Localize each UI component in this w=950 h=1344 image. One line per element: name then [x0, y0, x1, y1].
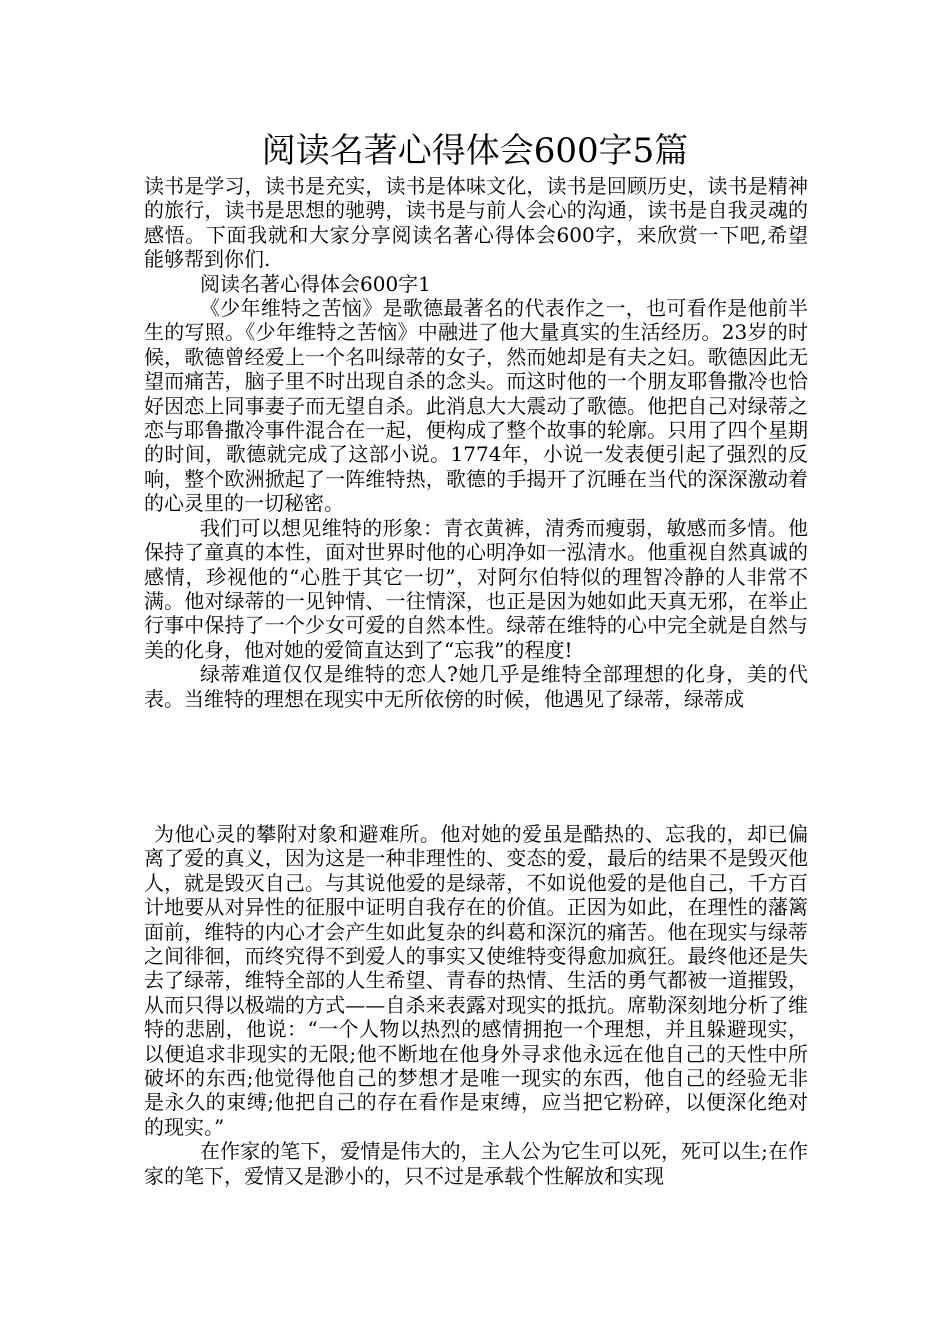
section-subheading: 阅读名著心得体会600字1: [200, 271, 431, 296]
body-paragraph: 在作家的笔下，爱情是伟大的，主人公为它生可以死，死可以生;在作家的笔下，爱情又是渺小的，只不过是承载个性解放和实现: [144, 1139, 808, 1188]
body-paragraph: 《少年维特之苦恼》是歌德最著名的代表作之一，也可看作是他前半生的写照。《少年维特之苦恼》中融进了他大量真实的生活经历。23岁的时候，歌德曾经爱上一个名叫绿蒂的女子，然而她却是有夫之妇。歌德因此无望而痛苦，脑子里不时出现自杀的念头。而这时他的一个朋友耶鲁撒冷也恰好因恋上同事妻子而无望自杀。此消息大大震动了歌德。他把自己对绿蒂之恋与耶鲁撒冷事件混合在一起，便构成了整个故事的轮廓。只用了四个星期的时间，歌德就完成了这部小说。1774年，小说一发表便引起了强烈的反响，整个欧洲掀起了一阵维特热，歌德的手揭开了沉睡在当代的深深激动着的心灵里的一切秘密。: [144, 296, 808, 516]
page-2-content: [144, 822, 808, 1188]
body-paragraph: 我们可以想见维特的形象：青衣黄裤，清秀而瘦弱，敏感而多情。他保持了童真的本性，面对世界时他的心明净如一泓清水。他重视自然真诚的感情，珍视他的“心胜于其它一切”，对阿尔伯特似的理智冷静的人非常不满。他对绿蒂的一见钟情、一往情深，也正是因为她如此天真无邪，在举止行事中保持了一个少女可爱的自然本性。绿蒂在维特的心中完全就是自然与美的化身，他对她的爱简直达到了“忘我”的程度!: [144, 515, 808, 662]
body-paragraph: 为他心灵的攀附对象和避难所。他对她的爱虽是酷热的、忘我的，却已偏离了爱的真义，因为这是一种非理性的、变态的爱，最后的结果不是毁灭他人，就是毁灭自己。与其说他爱的是绿蒂，不如说他爱的是他自己，千方百计地要从对异性的征服中证明自我存在的价值。正因为如此，在理性的藩篱面前，维特的内心才会产生如此复杂的纠葛和深沉的痛苦。他在现实与绿蒂之间徘徊，而终究得不到爱人的事实又使维特变得愈加疯狂。最终他还是失去了绿蒂，维特全部的人生希望、青春的热情、生活的勇气都被一道摧毁，从而只得以极端的方式——自杀来表露对现实的抵抗。席勒深刻地分析了维特的悲剧，他说：“一个人物以热烈的感情拥抱一个理想，并且躲避现实，以便追求非现实的无限;他不断地在他身外寻求他永远在他自己的天性中所破坏的东西;他觉得他自己的梦想才是唯一现实的东西，他自己的经验无非是永久的束缚;他把自己的存在看作是束缚，应当把它粉碎，以便深化绝对的现实。”: [144, 822, 808, 1139]
page-1-content: [144, 174, 808, 711]
body-paragraph: 绿蒂难道仅仅是维特的恋人?她几乎是维特全部理想的化身，美的代表。当维特的理想在现实中无所依傍的时候，他遇见了绿蒂，绿蒂成: [144, 662, 808, 711]
document-title: 阅读名著心得体会600字5篇: [261, 131, 689, 171]
intro-paragraph: 读书是学习，读书是充实，读书是体味文化，读书是回顾历史，读书是精神的旅行，读书是思想的驰骋，读书是与前人会心的沟通，读书是自我灵魂的感悟。下面我就和大家分享阅读名著心得体会600字，来欣赏一下吧,希望能够帮到你们.: [144, 174, 808, 272]
